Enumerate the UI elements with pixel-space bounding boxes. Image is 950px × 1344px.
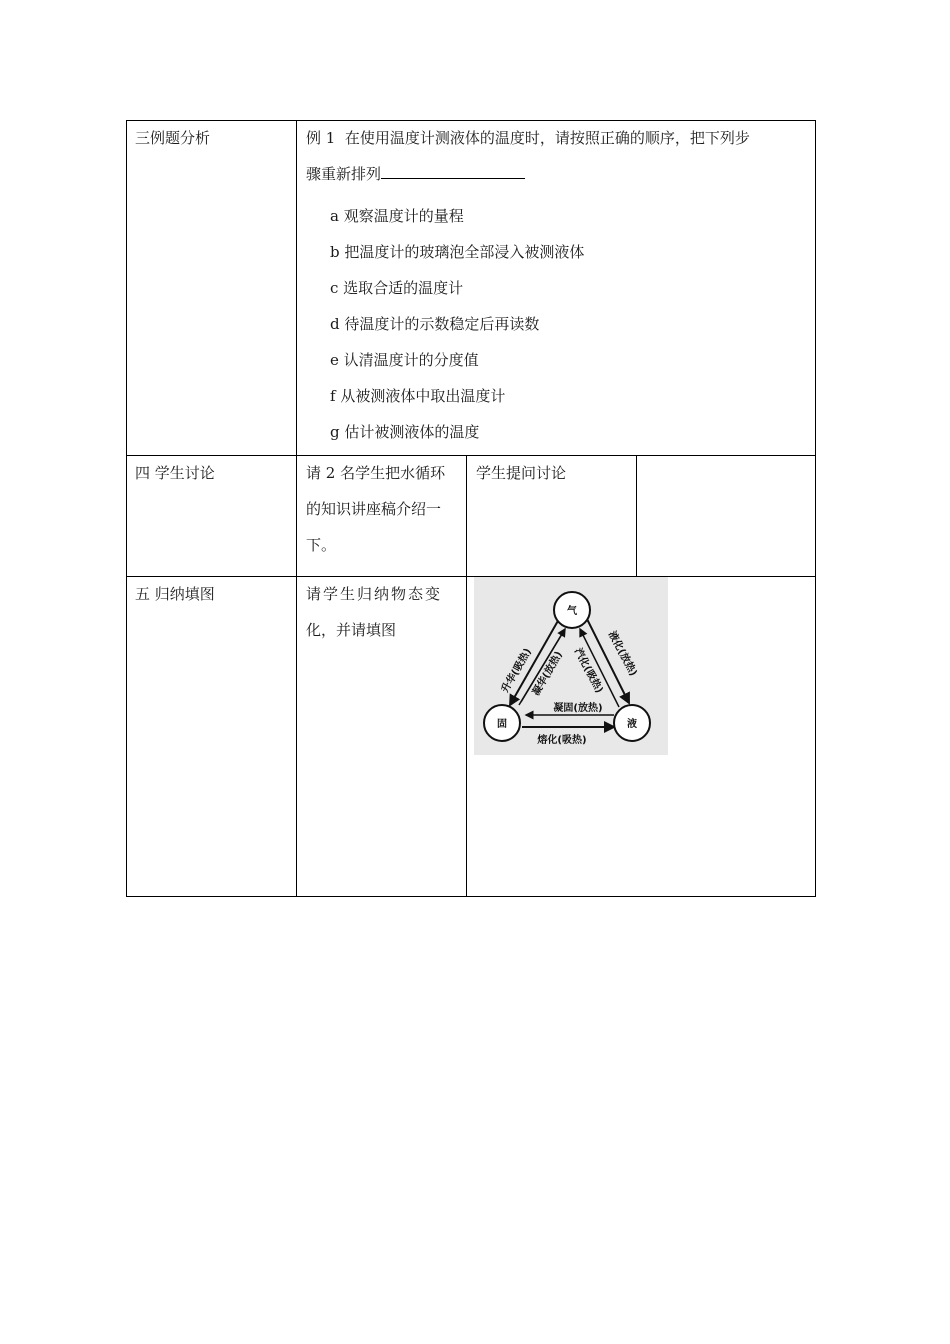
vaporization-label: 汽化(吸热) — [571, 646, 605, 696]
summary-activity-line2: 化，并请填图 — [306, 621, 397, 639]
step-item-c: c 选取合适的温度计 — [330, 279, 464, 297]
example-question-line2 — [306, 156, 811, 192]
liquefaction-label: 液化(放热) — [605, 629, 639, 679]
sublimation-label: 升华(吸热) — [499, 646, 534, 695]
phase-change-diagram — [474, 577, 668, 755]
column-divider-2 — [466, 455, 467, 897]
liquid-node-label: 液 — [627, 719, 637, 730]
step-item-f: f 从被测液体中取出温度计 — [330, 387, 506, 405]
question-text-line1: 在使用温度计测液体的温度时，请按照正确的顺序，把下列步 — [344, 129, 750, 147]
discussion-activity-line1: 请 2 名学生把水循环 — [306, 464, 446, 482]
example-prefix: 例 1 — [306, 129, 336, 147]
discussion-activity-line3: 下。 — [306, 536, 337, 554]
solid-node-label: 固 — [497, 719, 507, 730]
step-item-b: b 把温度计的玻璃泡全部浸入被测液体 — [330, 243, 585, 261]
section-label-discussion: 四 学生讨论 — [135, 464, 215, 482]
discussion-activity-line2: 的知识讲座稿介绍一 — [306, 500, 442, 518]
answer-blank[interactable] — [381, 156, 525, 179]
melting-label: 熔化(吸热) — [537, 735, 587, 746]
column-divider-1 — [296, 120, 297, 897]
example-question-line1 — [306, 120, 811, 156]
question-text-line2: 骤重新排列 — [306, 165, 382, 183]
example-question — [306, 120, 811, 192]
section-label-example: 三例题分析 — [135, 129, 211, 147]
step-item-g: g 估计被测液体的温度 — [330, 423, 480, 441]
discussion-activity — [306, 455, 462, 563]
row-divider-1 — [126, 455, 816, 456]
summary-activity-line1: 请学生归纳物态变 — [306, 585, 443, 603]
step-item-d: d 待温度计的示数稳定后再读数 — [330, 315, 540, 333]
step-item-e: e 认清温度计的分度值 — [330, 351, 479, 369]
summary-activity — [306, 576, 462, 648]
row-divider-2 — [126, 576, 816, 577]
gas-node-label: 气 — [567, 606, 577, 617]
discussion-response: 学生提问讨论 — [476, 464, 567, 482]
column-divider-3 — [636, 455, 637, 577]
table-border-bottom — [126, 896, 816, 897]
step-item-a: a 观察温度计的量程 — [330, 207, 464, 225]
section-label-summary: 五 归纳填图 — [135, 585, 215, 603]
table-border-left — [126, 120, 127, 897]
solidification-label: 凝固(放热) — [553, 703, 603, 714]
phase-change-svg — [474, 577, 668, 755]
deposition-label: 凝华(放热) — [530, 649, 565, 698]
table-border-right — [815, 120, 816, 897]
